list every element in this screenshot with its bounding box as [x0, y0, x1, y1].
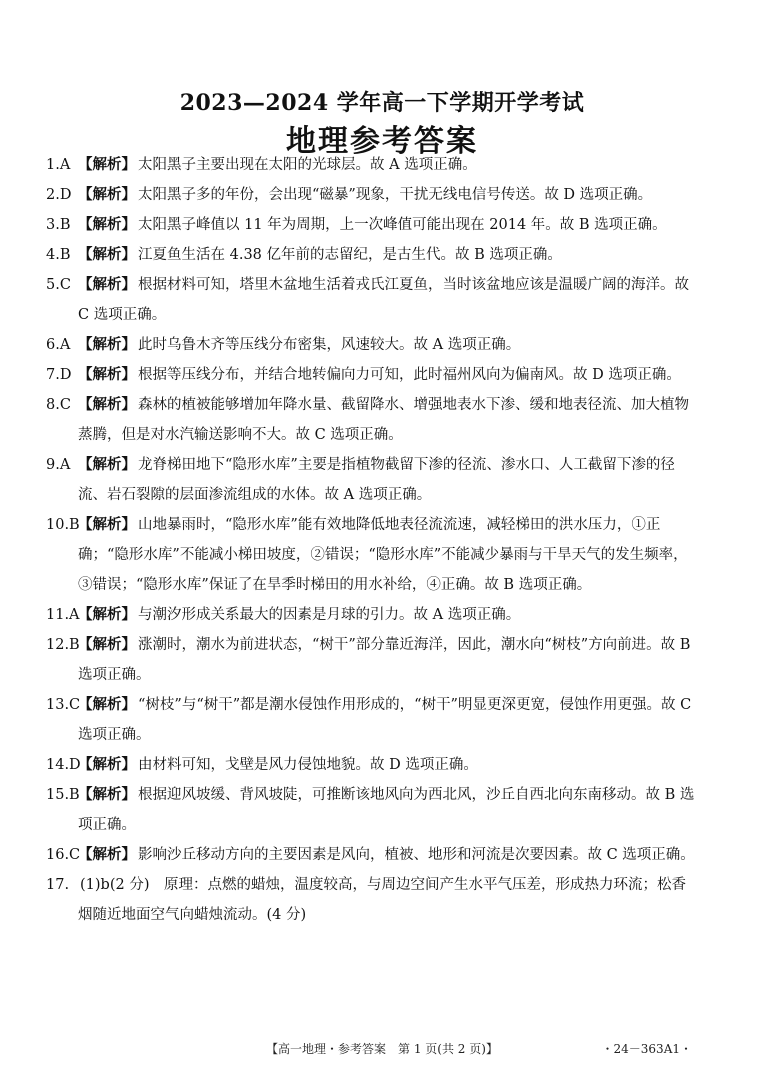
answer-number: 10.B [46, 517, 80, 533]
answer-number: 2.D [46, 187, 72, 203]
answer-item [46, 390, 696, 450]
answer-text: 山地暴雨时，“隐形水库”能有效地降低地表径流流速，减轻梯田的洪水压力，①正确；“隐形水库”不能减小梯田坡度，②错误；“隐形水库”不能减少暴雨与干旱天气的发生频率，③错误；“隐形水库”保证了在旱季时梯田的用水补给，④正确。故 B 选项正确。 [78, 517, 688, 593]
analysis-tag: 【解析】 [78, 516, 136, 533]
analysis-tag: 【解析】 [78, 396, 136, 413]
answer-text: 森林的植被能够增加年降水量、截留降水、增强地表水下渗、缓和地表径流、加大植物蒸腾，但是对水汽输送影响不大。故 C 选项正确。 [78, 397, 689, 443]
page-label: 【高一地理・参考答案 第 1 页(共 2 页)】 [266, 1042, 498, 1056]
analysis-tag: 【解析】 [78, 216, 136, 233]
analysis-tag: 【解析】 [78, 756, 136, 773]
answer-item [46, 840, 696, 870]
analysis-tag: 【解析】 [78, 366, 136, 383]
answer-text: (1)b(2 分) 原理：点燃的蜡烛，温度较高，与周边空间产生水平气压差，形成热力环流；松香烟随近地面空气向蜡烛流动。(4 分) [78, 877, 686, 923]
analysis-tag: 【解析】 [78, 636, 136, 653]
answer-item [46, 630, 696, 690]
answer-number: 8.C [46, 397, 71, 413]
answer-number: 4.B [46, 247, 71, 263]
answer-text: 根据等压线分布，并结合地转偏向力可知，此时福州风向为偏南风。故 D 选项正确。 [138, 367, 681, 383]
answer-item [46, 180, 696, 210]
analysis-tag: 【解析】 [78, 786, 136, 803]
answer-item [46, 270, 696, 330]
answer-item [46, 450, 696, 510]
answer-number: 3.B [46, 217, 71, 233]
answer-number: 15.B [46, 787, 80, 803]
answer-list [46, 150, 696, 930]
answer-item [46, 360, 696, 390]
analysis-tag: 【解析】 [78, 246, 136, 263]
exam-code: ・24－363A1・ [601, 1042, 692, 1056]
answer-item [46, 210, 696, 240]
answer-text: 与潮汐形成关系最大的因素是月球的引力。故 A 选项正确。 [138, 607, 521, 623]
analysis-tag: 【解析】 [78, 186, 136, 203]
exam-title: 2023—2024 学年高一下学期开学考试 [179, 90, 585, 116]
answer-item [46, 240, 696, 270]
answer-number: 9.A [46, 457, 71, 473]
answer-item [46, 870, 696, 930]
answer-text: 涨潮时，潮水为前进状态，“树干”部分靠近海洋，因此，潮水向“树枝”方向前进。故 B 选项正确。 [78, 637, 691, 683]
answer-number: 1.A [46, 157, 71, 173]
answer-text: 影响沙丘移动方向的主要因素是风向，植被、地形和河流是次要因素。故 C 选项正确。 [138, 847, 695, 863]
analysis-tag: 【解析】 [78, 156, 136, 173]
answer-text: 龙脊梯田地下“隐形水库”主要是指植物截留下渗的径流、渗水口、人工截留下渗的径流、岩石裂隙的层面渗流组成的水体。故 A 选项正确。 [78, 457, 675, 503]
answer-number: 12.B [46, 637, 80, 653]
answer-item [46, 750, 696, 780]
answer-text: 太阳黑子峰值以 11 年为周期，上一次峰值可能出现在 2014 年。故 B 选项正确。 [138, 217, 667, 233]
analysis-tag: 【解析】 [78, 846, 136, 863]
answer-number: 16.C [46, 847, 81, 863]
answer-item [46, 780, 696, 840]
answer-number: 7.D [46, 367, 72, 383]
answer-text: 江夏鱼生活在 4.38 亿年前的志留纪，是古生代。故 B 选项正确。 [138, 247, 562, 263]
answer-text: 根据材料可知，塔里木盆地生活着戎氏江夏鱼，当时该盆地应该是温暖广阔的海洋。故 C 选项正确。 [78, 277, 689, 323]
answer-number: 6.A [46, 337, 71, 353]
answer-text: 太阳黑子多的年份，会出现“磁暴”现象，干扰无线电信号传送。故 D 选项正确。 [138, 187, 653, 203]
answer-number: 13.C [46, 697, 81, 713]
answer-number: 5.C [46, 277, 71, 293]
answer-text: 由材料可知，戈壁是风力侵蚀地貌。故 D 选项正确。 [138, 757, 478, 773]
answer-number: 17. [46, 877, 70, 893]
answer-text: 此时乌鲁木齐等压线分布密集，风速较大。故 A 选项正确。 [138, 337, 521, 353]
document-title: 地理参考答案 [286, 124, 478, 159]
answer-number: 11.A [46, 607, 80, 623]
answer-item [46, 690, 696, 750]
answer-item [46, 600, 696, 630]
answer-item [46, 510, 696, 600]
analysis-tag: 【解析】 [78, 336, 136, 353]
answer-item [46, 330, 696, 360]
answer-text: 太阳黑子主要出现在太阳的光球层。故 A 选项正确。 [138, 157, 477, 173]
answer-text: 根据迎风坡缓、背风坡陡，可推断该地风向为西北风，沙丘自西北向东南移动。故 B 选项正确。 [78, 787, 695, 833]
analysis-tag: 【解析】 [78, 606, 136, 623]
analysis-tag: 【解析】 [78, 696, 136, 713]
answer-number: 14.D [46, 757, 81, 773]
analysis-tag: 【解析】 [78, 456, 136, 473]
answer-item [46, 150, 696, 180]
answer-text: “树枝”与“树干”都是潮水侵蚀作用形成的，“树干”明显更深更宽，侵蚀作用更强。故 C 选项正确。 [78, 697, 692, 743]
analysis-tag: 【解析】 [78, 276, 136, 293]
